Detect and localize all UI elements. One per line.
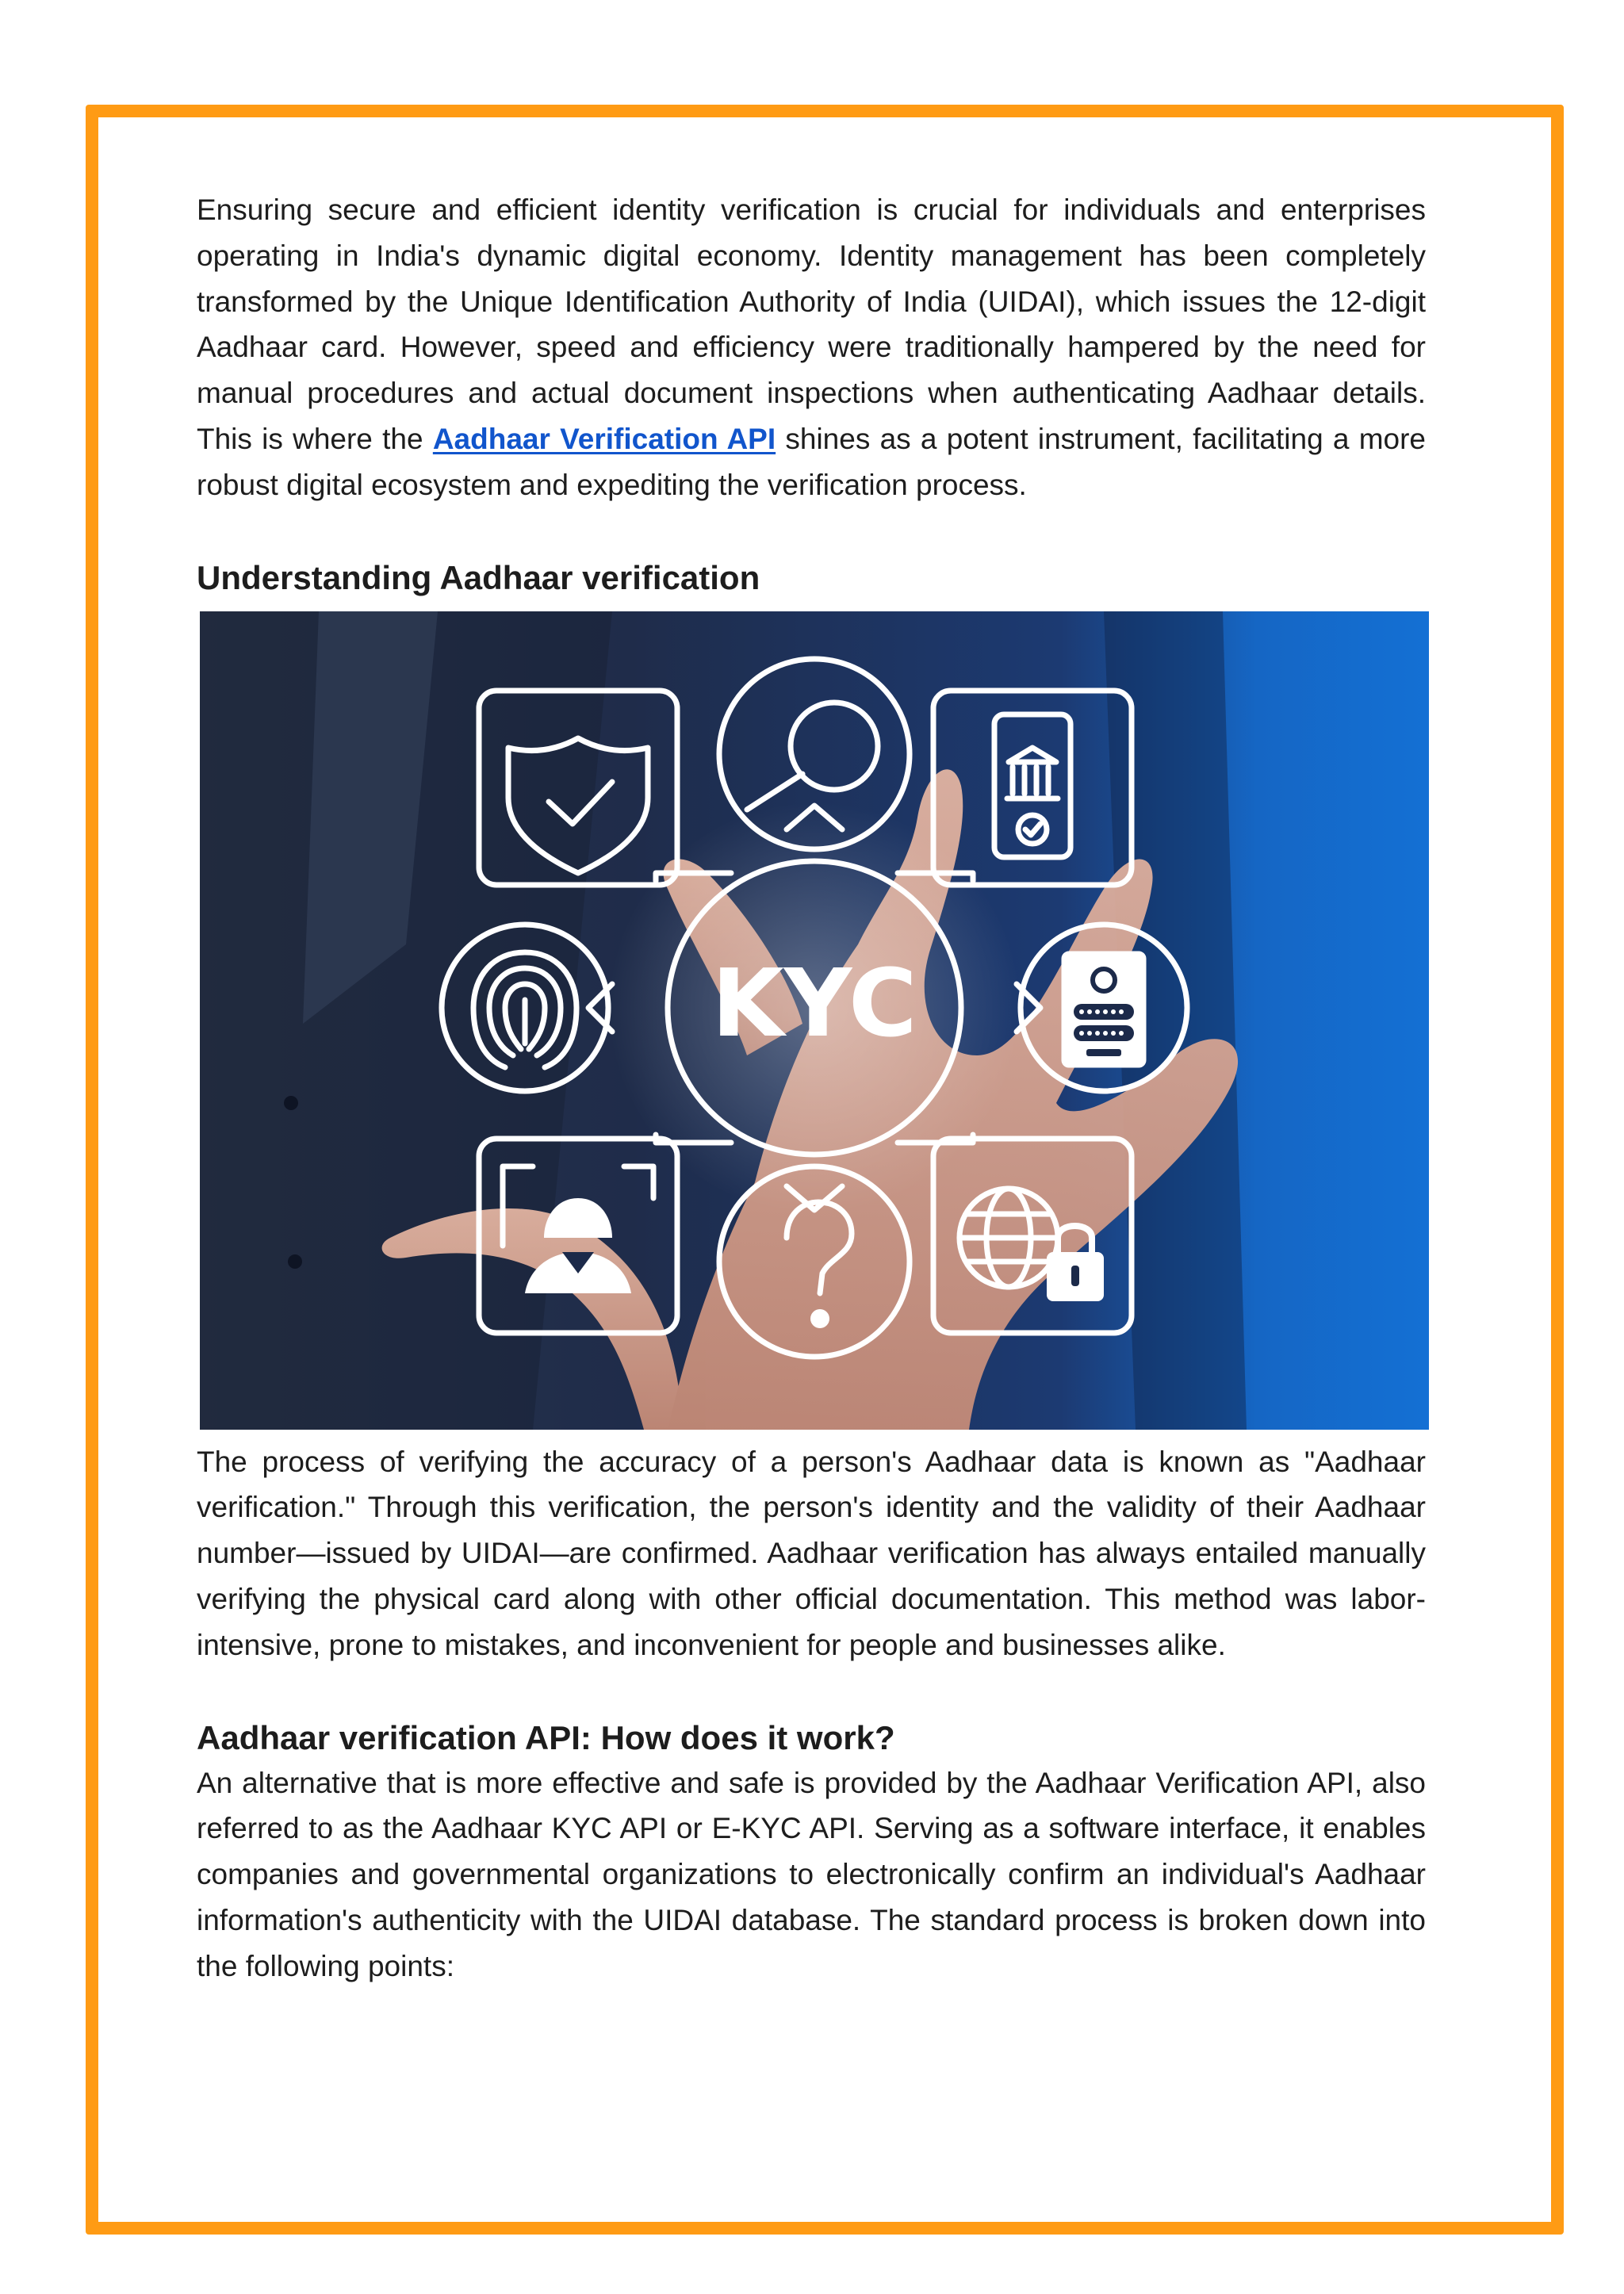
aadhaar-verification-api-link[interactable]: Aadhaar Verification API [432, 422, 776, 455]
document-content [197, 187, 1426, 1990]
kyc-illustration-image [200, 611, 1429, 1430]
section-heading-understanding: Understanding Aadhaar verification [197, 558, 760, 596]
kyc-label: KYC [711, 948, 917, 1058]
section2-paragraph: An alternative that is more effective and safe is provided by the Aadhaar Verification API, also referred to as the Aadhaar KYC API or E-KYC API. Serving as a software interface, it enables companies and governmental organizations to electronically confirm an individual's Aadhaar information's authenticity with the UIDAI database. The standard process is broken down into the following points: [197, 1766, 1426, 1982]
section-heading-how-it-works: Aadhaar verification API: How does it work? [197, 1718, 895, 1756]
intro-paragraph [197, 187, 1426, 508]
intro-text-start: Ensuring secure and efficient identity verification is crucial for individuals and enterprises operating in India's dynamic digital economy. Identity management has been completely transformed by the Unique Identification Authority of India (UIDAI), which issues the 12-digit Aadhaar card. However, speed and efficiency were traditionally hampered by the need for manual procedures and actual document inspections when authenticating Aadhaar details. This is where the [197, 193, 1426, 455]
section1-paragraph: The process of verifying the accuracy of a person's Aadhaar data is known as "Aadhaar verification." Through this verification, the person's identity and the validity of their Aadhaar number—issued by UIDAI—are confirmed. Aadhaar verification has always entailed manually verifying the physical card along with other official documentation. This method was labor-intensive, prone to mistakes, and inconvenient for people and businesses alike. [197, 1445, 1426, 1661]
intro-text-end: shines as a potent instrument, facilitating a more robust digital ecosystem and expediting the verification process. [197, 422, 1427, 501]
